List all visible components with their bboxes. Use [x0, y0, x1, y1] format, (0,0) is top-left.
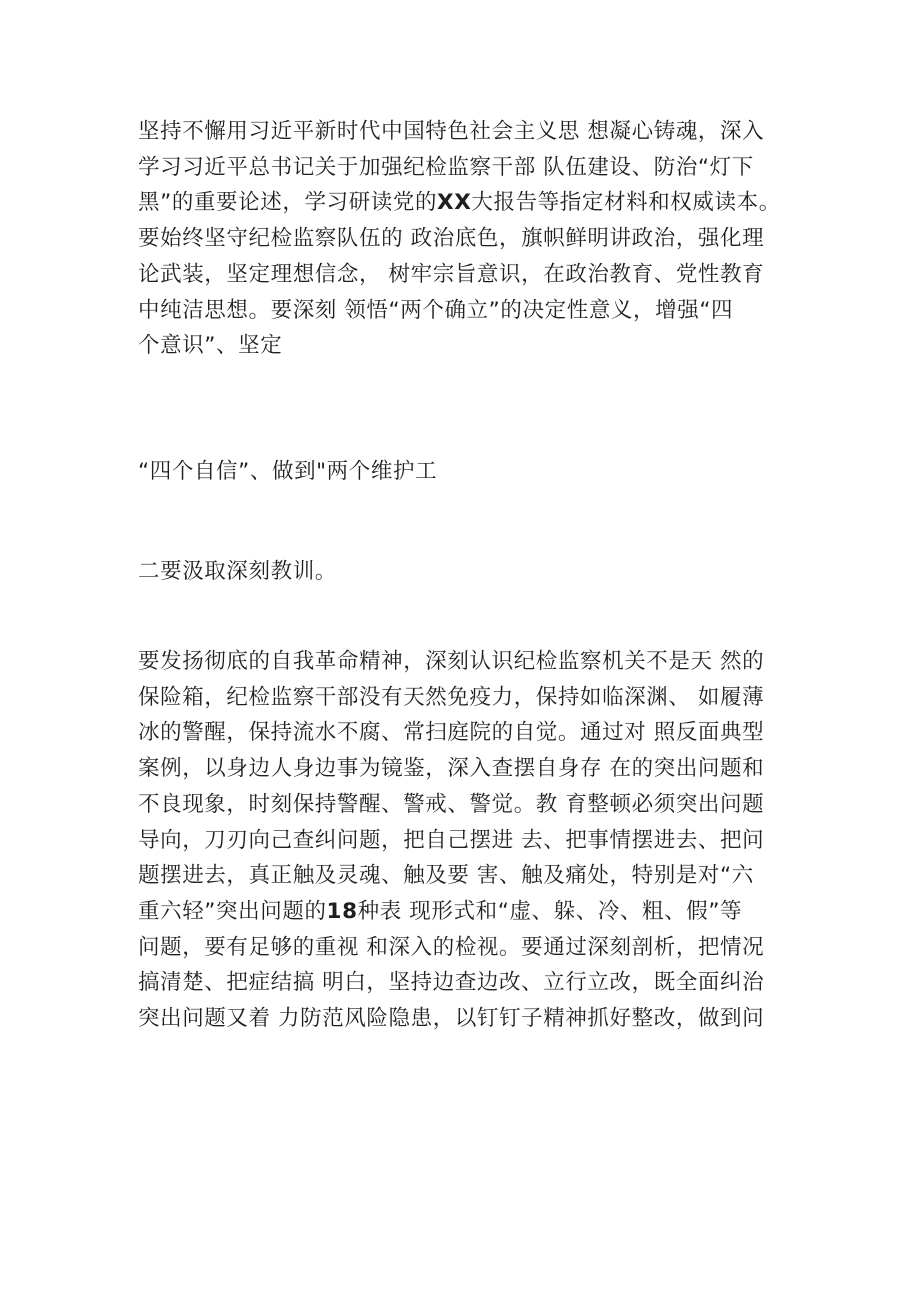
section-heading-text: 二要汲取深刻教训。 [138, 559, 337, 584]
paragraph-1-line-6: 中纯洁思想。要深刻 领悟“两个确立”的决定性意义，增强“四 [138, 297, 734, 323]
paragraph-2-line-1: 要发扬彻底的自我革命精神，深刻认识纪检监察机关不是天 然的 [138, 649, 765, 674]
paragraph-1-line-7: 个意识”、坚定 [138, 333, 283, 359]
paragraph-2-line-10: 搞清楚、把症结搞 明白，坚持边查边改、立行立改，既全面纠治 [138, 970, 765, 996]
paragraph-2-line-9: 问题，要有足够的重视 和深入的检视。要通过深刻剖析，把情况 [138, 934, 765, 960]
paragraph-1-line-1: 坚持不懈用习近平新时代中国特色社会主义思 想凝心铸魂，深入 [138, 119, 765, 144]
paragraph-2-line-5: 不良现象，时刻保持警醒、警戒、警觉。教 育整顿必须突出问题 [138, 791, 765, 817]
paragraph-1-continuation-line: “四个自信”、做到"两个维护工 [138, 459, 438, 484]
paragraph-1 [138, 114, 798, 364]
paragraph-2 [138, 644, 798, 1037]
paragraph-1-line-4: 要始终坚守纪检监察队伍的 政治底色，旗帜鲜明讲政治，强化理 [138, 226, 765, 252]
paragraph-2-line-2: 保险箱，纪检监察干部没有天然免疫力，保持如临深渊、 如履薄 [138, 684, 765, 710]
paragraph-2-line-3: 冰的警醒，保持流水不腐、常扫庭院的自觉。通过对 照反面典型 [138, 720, 765, 746]
paragraph-1-line-2: 学习习近平总书记关于加强纪检监察干部 队伍建设、防治“灯下 [138, 154, 754, 180]
paragraph-2-line-6: 导向，刀刃向己查纠问题，把自己摆进 去、把事情摆进去、把问 [138, 827, 765, 853]
paragraph-1-line-5: 论武装，坚定理想信念， 树牢宗旨意识，在政治教育、党性教育 [138, 261, 765, 287]
section-heading [138, 554, 798, 590]
paragraph-1-line-3: 黑”的重要论述，学习研读党的XX大报告等指定材料和权威读本。 [138, 190, 781, 216]
paragraph-2-line-4: 案例，以身边人身边事为镜鉴，深入查摆自身存 在的突出问题和 [138, 756, 765, 782]
paragraph-2-line-7: 题摆进去，真正触及灵魂、触及要 害、触及痛处，特别是对“六 [138, 863, 754, 889]
paragraph-2-line-11: 突出问题又着 力防范风险隐患，以钉钉子精神抓好整改，做到问 [138, 1006, 765, 1032]
paragraph-1-continuation [138, 454, 798, 490]
paragraph-2-line-8: 重六轻”突出问题的18种表 现形式和“虚、躲、冷、粗、假”等 [138, 898, 743, 924]
